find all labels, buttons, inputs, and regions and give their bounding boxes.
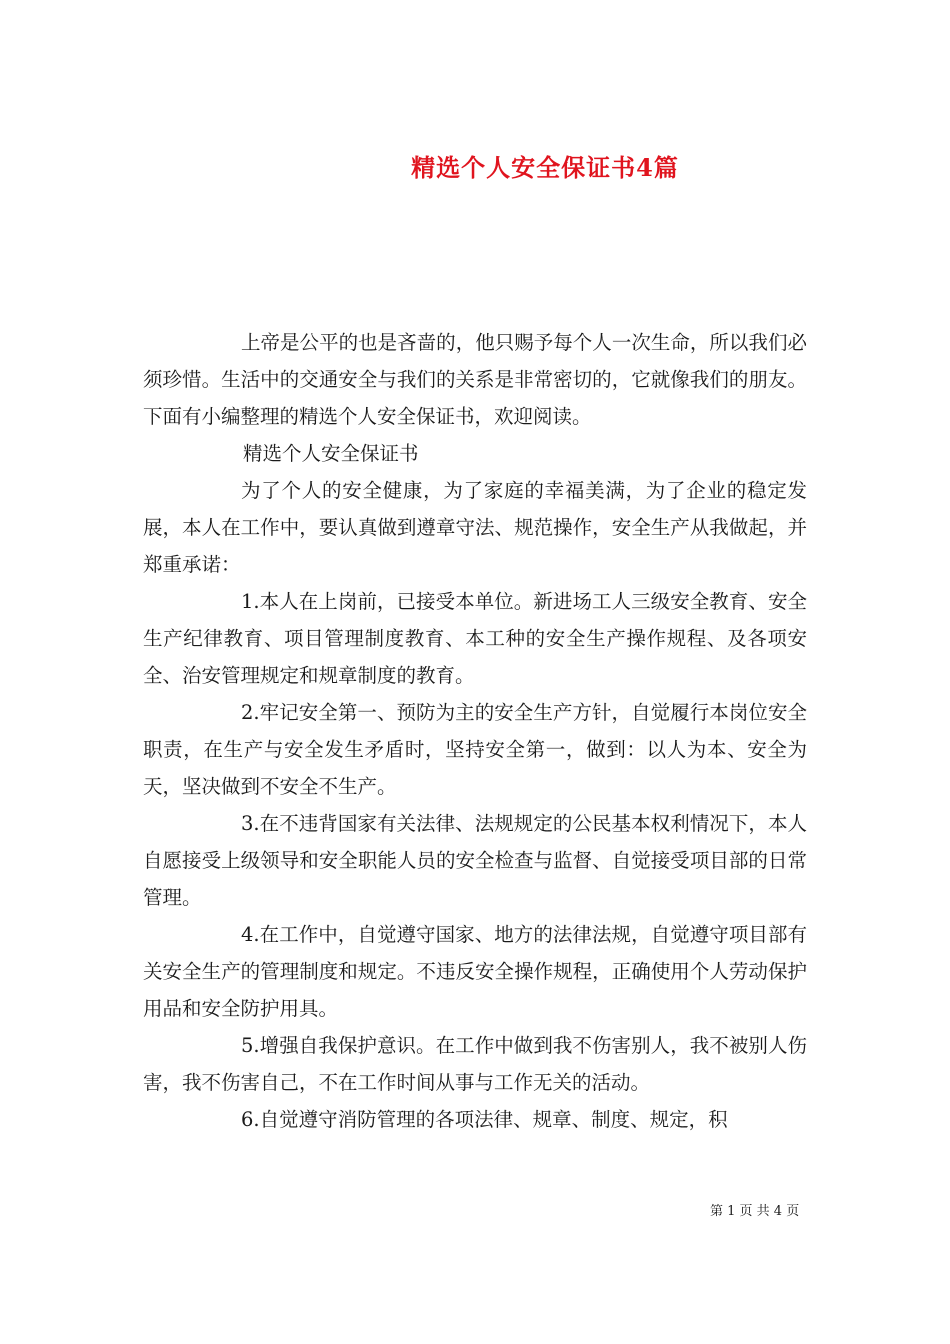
paragraph-item-3: 3.在不违背国家有关法律、法规规定的公民基本权利情况下，本人自愿接受上级领导和安全职能人员的安全检查与监督、自觉接受项目部的日常管理。	[143, 812, 807, 909]
document-body	[143, 324, 807, 1138]
paragraph-item-1: 1.本人在上岗前，已接受本单位。新进场工人三级安全教育、安全生产纪律教育、项目管理制度教育、本工种的安全生产操作规程、及各项安全、治安管理规定和规章制度的教育。	[143, 590, 807, 687]
paragraph-item-4: 4.在工作中，自觉遵守国家、地方的法律法规，自觉遵守项目部有关安全生产的管理制度和规定。不违反安全操作规程，正确使用个人劳动保护用品和安全防护用具。	[143, 923, 807, 1020]
paragraph-intro: 上帝是公平的也是吝啬的，他只赐予每个人一次生命，所以我们必须珍惜。生活中的交通安全与我们的关系是非常密切的，它就像我们的朋友。下面有小编整理的精选个人安全保证书，欢迎阅读。	[143, 331, 807, 428]
page-number-footer: 第 1 页 共 4 页	[710, 1204, 800, 1219]
paragraph-item-6: 6.自觉遵守消防管理的各项法律、规章、制度、规定，积	[241, 1108, 728, 1131]
paragraph-item-2: 2.牢记安全第一、预防为主的安全生产方针，自觉履行本岗位安全职责，在生产与安全发生矛盾时，坚持安全第一，做到：以人为本、安全为天，坚决做到不安全不生产。	[143, 701, 807, 798]
paragraph-pledge-intro: 为了个人的安全健康，为了家庭的幸福美满，为了企业的稳定发展，本人在工作中，要认真做到遵章守法、规范操作，安全生产从我做起，并郑重承诺：	[143, 479, 807, 576]
document-title: 精选个人安全保证书4篇	[411, 153, 679, 183]
paragraph-subheading: 精选个人安全保证书	[243, 442, 419, 465]
paragraph-item-5: 5.增强自我保护意识。在工作中做到我不伤害别人，我不被别人伤害，我不伤害自己，不在工作时间从事与工作无关的活动。	[143, 1034, 807, 1094]
